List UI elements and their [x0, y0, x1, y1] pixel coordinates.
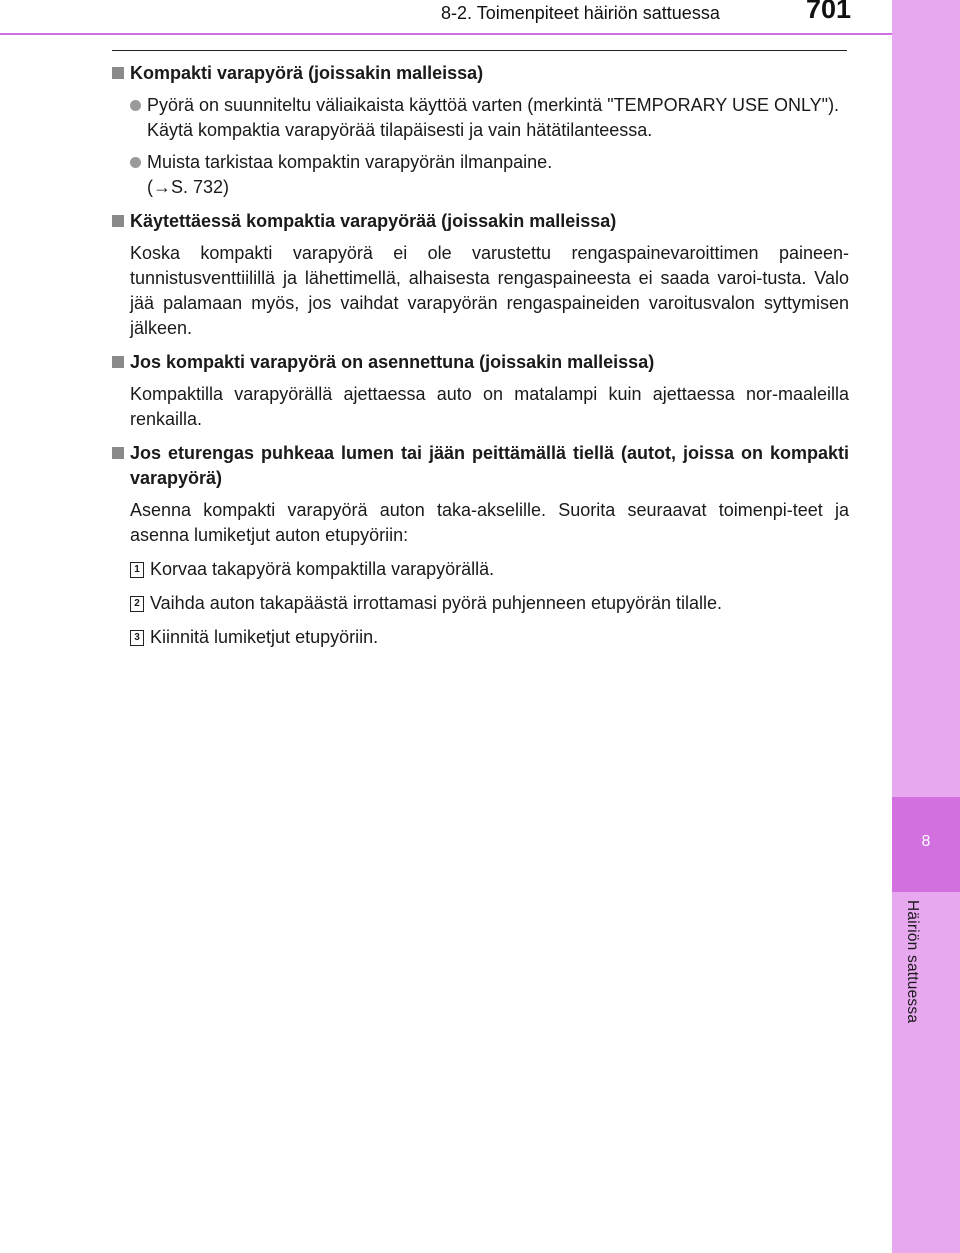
square-bullet-icon: [112, 67, 124, 79]
section-heading: Kompakti varapyörä (joissakin malleissa): [112, 61, 849, 86]
step-item: [130, 591, 849, 616]
step-text: Korvaa takapyörä kompaktilla varapyörällä.: [150, 559, 495, 579]
section-body: Koska kompakti varapyörä ei ole varustettu rengaspainevaroittimen paineen-tunnistusventtiilillä ja lähettimellä, alhaisesta rengaspaineesta ei saada varoi-tusta. Valo jää palamaan myös, jos vaihdat varapyörän rengaspaineiden varoitusvalon syttymisen jälkeen.: [130, 243, 849, 338]
section-front-tire-puncture-snow: [112, 441, 849, 650]
list-item: Muista tarkistaa kompaktin varapyörän ilmanpaine. (→S. 732): [130, 150, 849, 200]
section-compact-spare-installed: [112, 350, 849, 432]
list-item: Pyörä on suunniteltu väliaikaista käyttöä varten (merkintä "TEMPORARY USE ONLY"). Käytä kompaktia varapyörää tilapäisesti ja vain hätätilanteessa.: [130, 93, 849, 143]
round-bullet-icon: [130, 100, 141, 111]
section-using-compact-spare: [112, 209, 849, 341]
square-bullet-icon: [112, 447, 124, 459]
section-body: Kompaktilla varapyörällä ajettaessa auto on matalampi kuin ajettaessa nor-maaleilla renkailla.: [130, 384, 849, 429]
step-number: 2: [130, 596, 144, 612]
step-item: [130, 557, 849, 582]
chapter-side-strip: [892, 0, 960, 1253]
page-reference-link[interactable]: (→S. 732): [147, 177, 230, 197]
step-number: 3: [130, 630, 144, 646]
page-number: 701: [806, 0, 852, 24]
chapter-title: Häiriön sattuessa: [904, 900, 921, 1024]
main-content: [112, 61, 849, 659]
step-item: [130, 625, 849, 650]
content-top-rule: [112, 50, 847, 51]
step-number: 1: [130, 562, 144, 578]
section-heading: Jos eturengas puhkeaa lumen tai jään peittämällä tiellä (autot, joissa on kompakti varapyörä): [112, 441, 849, 491]
chapter-number: 8: [921, 833, 931, 850]
step-text: Vaihda auton takapäästä irrottamasi pyörä puhjenneen etupyörän tilalle.: [150, 593, 723, 613]
step-text: Kiinnitä lumiketjut etupyöriin.: [150, 627, 379, 647]
section-heading: Jos kompakti varapyörä on asennettuna (joissakin malleissa): [112, 350, 849, 375]
square-bullet-icon: [112, 215, 124, 227]
section-heading: Käytettäessä kompaktia varapyörää (joissakin malleissa): [112, 209, 849, 234]
round-bullet-icon: [130, 157, 141, 168]
header-divider: [0, 33, 892, 35]
section-compact-spare: [112, 61, 849, 200]
header-section-title: 8-2. Toimenpiteet häiriön sattuessa: [441, 3, 720, 23]
section-body: Asenna kompakti varapyörä auton taka-akselille. Suorita seuraavat toimenpi-teet ja asenna lumiketjut auton etupyöriin:: [130, 500, 849, 545]
square-bullet-icon: [112, 356, 124, 368]
